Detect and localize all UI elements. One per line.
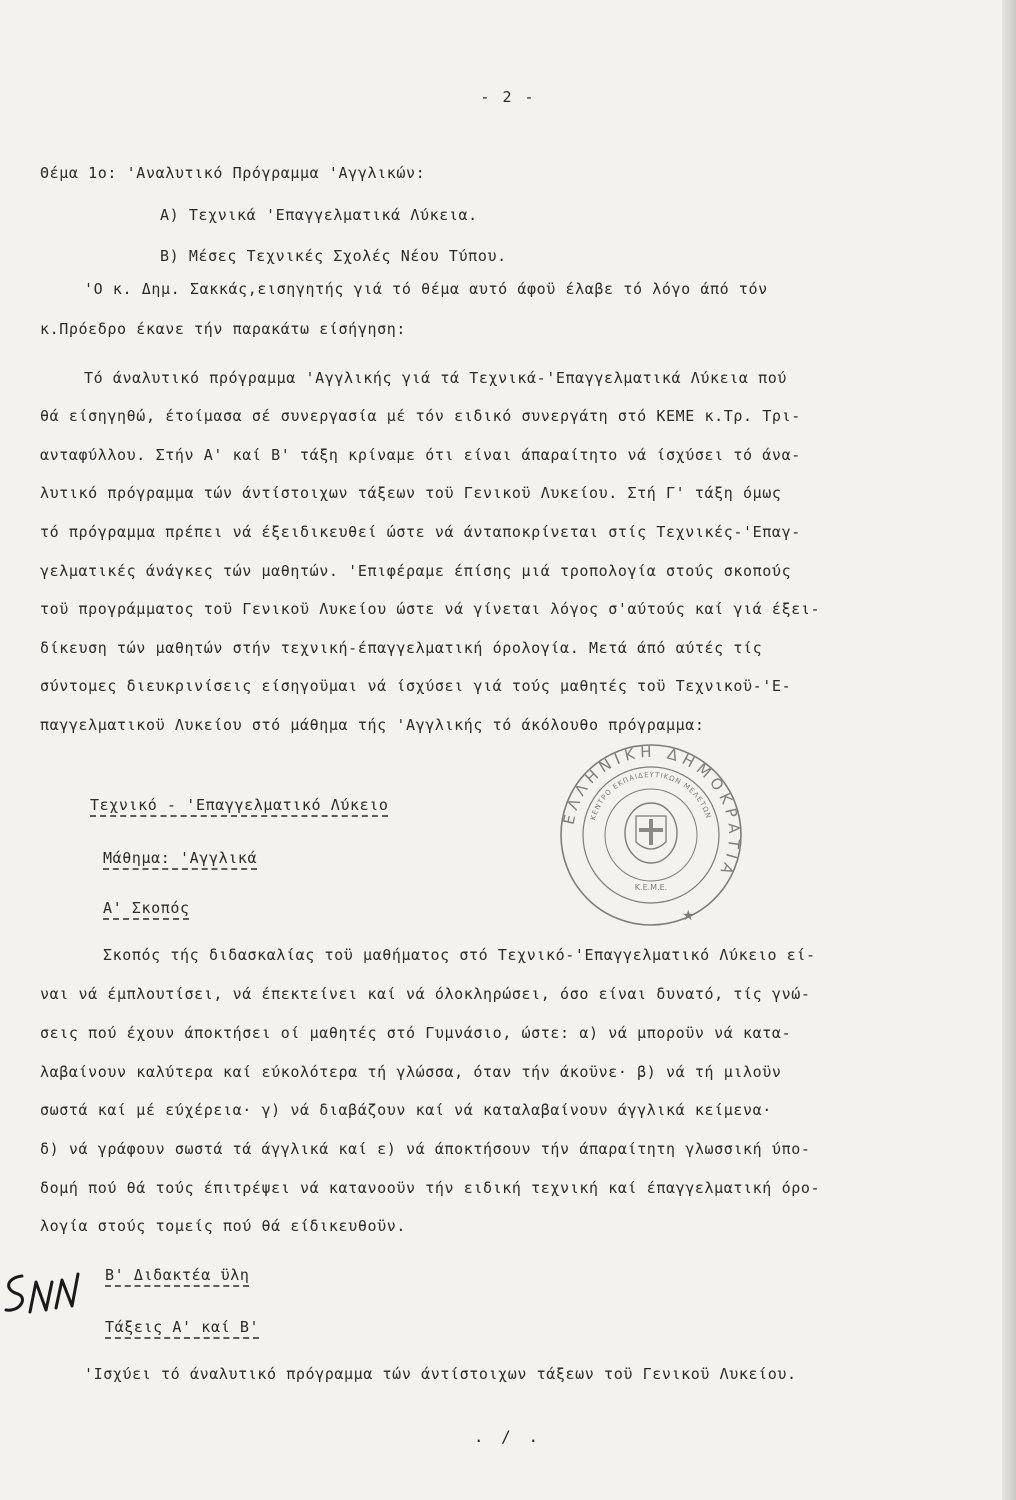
aim-heading: Α' Σκοπός (103, 899, 190, 917)
paragraph-line: 'Ισχύει τό άναλυτικό πρόγραμμα τών άντίστοιχων τάξεων τοϋ Γενικοϋ Λυκείου. (84, 1365, 797, 1383)
paper-edge-shadow (1002, 0, 1016, 1500)
paragraph-line: τοϋ προγράμματος τοϋ Γενικοϋ Λυκείου ώστε νά γίνεται λόγος σ'αύτούς καί γιά έξει- (40, 600, 821, 618)
paragraph-line: λυτικό πρόγραμμα τών άντίστοιχων τάξεων τοϋ Γενικοϋ Λυκείου. Στή Γ' τάξη όμως (40, 484, 782, 502)
stamp-abbreviation: Κ.Ε.Μ.Ε. (634, 883, 668, 892)
paragraph-line: σεις πού έχουν άποκτήσει οί μαθητές στό Γυμνάσιο, ώστε: α) νά μποροϋν νά κατα- (40, 1024, 792, 1042)
paragraph-line: σωστά καί μέ εύχέρεια· γ) νά διαβάζουν καί νά καταλαβαίνουν άγγλικά κείμενα· (40, 1101, 772, 1119)
classes-heading: Τάξεις Α' καί Β' (105, 1318, 260, 1336)
stamp-outer-text: ΕΛΛΗΝΙΚΗ ΔΗΜΟΚΡΑΤΙΑ (559, 742, 744, 882)
topic-item-b: B) Μέσες Τεχνικές Σχολές Νέου Τύπου. (160, 247, 507, 265)
coat-of-arms-icon (625, 803, 677, 863)
stamp-inner-text: ΚΕΝΤΡΟ ΕΚΠΑΙΔΕΥΤΙΚΩΝ ΜΕΛΕΤΩΝ (589, 770, 713, 822)
paragraph-line: δ) νά γράφουν σωστά τά άγγλικά καί ε) νά άποκτήσουν τήν άπαραίτητη γλωσσική ύπο- (40, 1140, 811, 1158)
paragraph-line: Σκοπός τής διδασκαλίας τοϋ μαθήματος στό Τεχνικό-'Επαγγελματικό Λύκειο εί- (103, 946, 816, 964)
subject-heading: Μάθημα: 'Αγγλικά (103, 849, 258, 867)
topic-heading: Θέμα 1ο: 'Αναλυτικό Πρόγραμμα 'Αγγλικών: (40, 164, 426, 182)
paragraph-line: δίκευση τών μαθητών στήν τεχνική-έπαγγελματική όρολογία. Μετά άπό αύτές τίς (40, 639, 763, 657)
intro-line: κ.Πρόεδρο έκανε τήν παρακάτω είσήγηση: (40, 320, 406, 338)
page-number: - 2 - (480, 88, 536, 106)
school-heading: Τεχνικό - 'Επαγγελματικό Λύκειο (90, 796, 389, 814)
continuation-mark: . / . (473, 1427, 543, 1446)
handwritten-signature (2, 1268, 88, 1324)
paragraph-line: γελματικές άνάγκες τών μαθητών. 'Επιφέραμε έπίσης μιά τροπολογία στούς σκοπούς (40, 562, 792, 580)
paragraph-line: λαβαίνουν καλύτερα καί εύκολότερα τή γλώσσα, όταν τήν άκοϋνε· β) νά τή μιλοϋν (40, 1063, 782, 1081)
paragraph-line: Τό άναλυτικό πρόγραμμα 'Αγγλικής γιά τά Τεχνικά-'Επαγγελματικά Λύκεια πού (84, 369, 788, 387)
paragraph-line: λογία στούς τομείς πού θά είδικευθοϋν. (40, 1217, 406, 1235)
material-heading: Β' Διδακτέα ϋλη (105, 1266, 250, 1284)
paragraph-line: σύντομες διευκρινίσεις είσηγοϋμαι νά ίσχύσει γιά τούς μαθητές τοϋ Τεχνικοϋ-'Ε- (40, 677, 792, 695)
paragraph-line: ανταφύλλου. Στήν Α' καί Β' τάξη κρίναμε ότι είναι άπαραίτητο νά ίσχύσει τό άνα- (40, 446, 801, 464)
paragraph-line: δομή πού θά τούς έπιτρέψει νά κατανοοϋν τήν ειδική τεχνική καί έπαγγελματική όρο- (40, 1179, 821, 1197)
paragraph-line: παγγελματικοϋ Λυκείου στό μάθημα τής 'Αγγλικής τό άκόλουθο πρόγραμμα: (40, 716, 705, 734)
intro-line: 'Ο κ. Δημ. Σακκάς,εισηγητής γιά τό θέμα αυτό άφοϋ έλαβε τό λόγο άπό τόν (84, 280, 768, 298)
star-icon: ★ (682, 908, 695, 924)
paragraph-line: θά είσηγηθώ, έτοίμασα σέ συνεργασία μέ τόν ειδικό συνεργάτη στό ΚΕΜΕ κ.Τρ. Τρι- (40, 407, 801, 425)
official-stamp (556, 740, 746, 930)
topic-item-a: A) Τεχνικά 'Επαγγελματικά Λύκεια. (160, 206, 478, 224)
paragraph-line: ναι νά έμπλουτίσει, νά έπεκτείνει καί νά όλοκληρώσει, όσο είναι δυνατό, τίς γνώ- (40, 985, 811, 1003)
paragraph-line: τό πρόγραμμα πρέπει νά έξειδικευθεί ώστε νά άνταποκρίνεται στίς Τεχνικές-'Επαγ- (40, 523, 801, 541)
